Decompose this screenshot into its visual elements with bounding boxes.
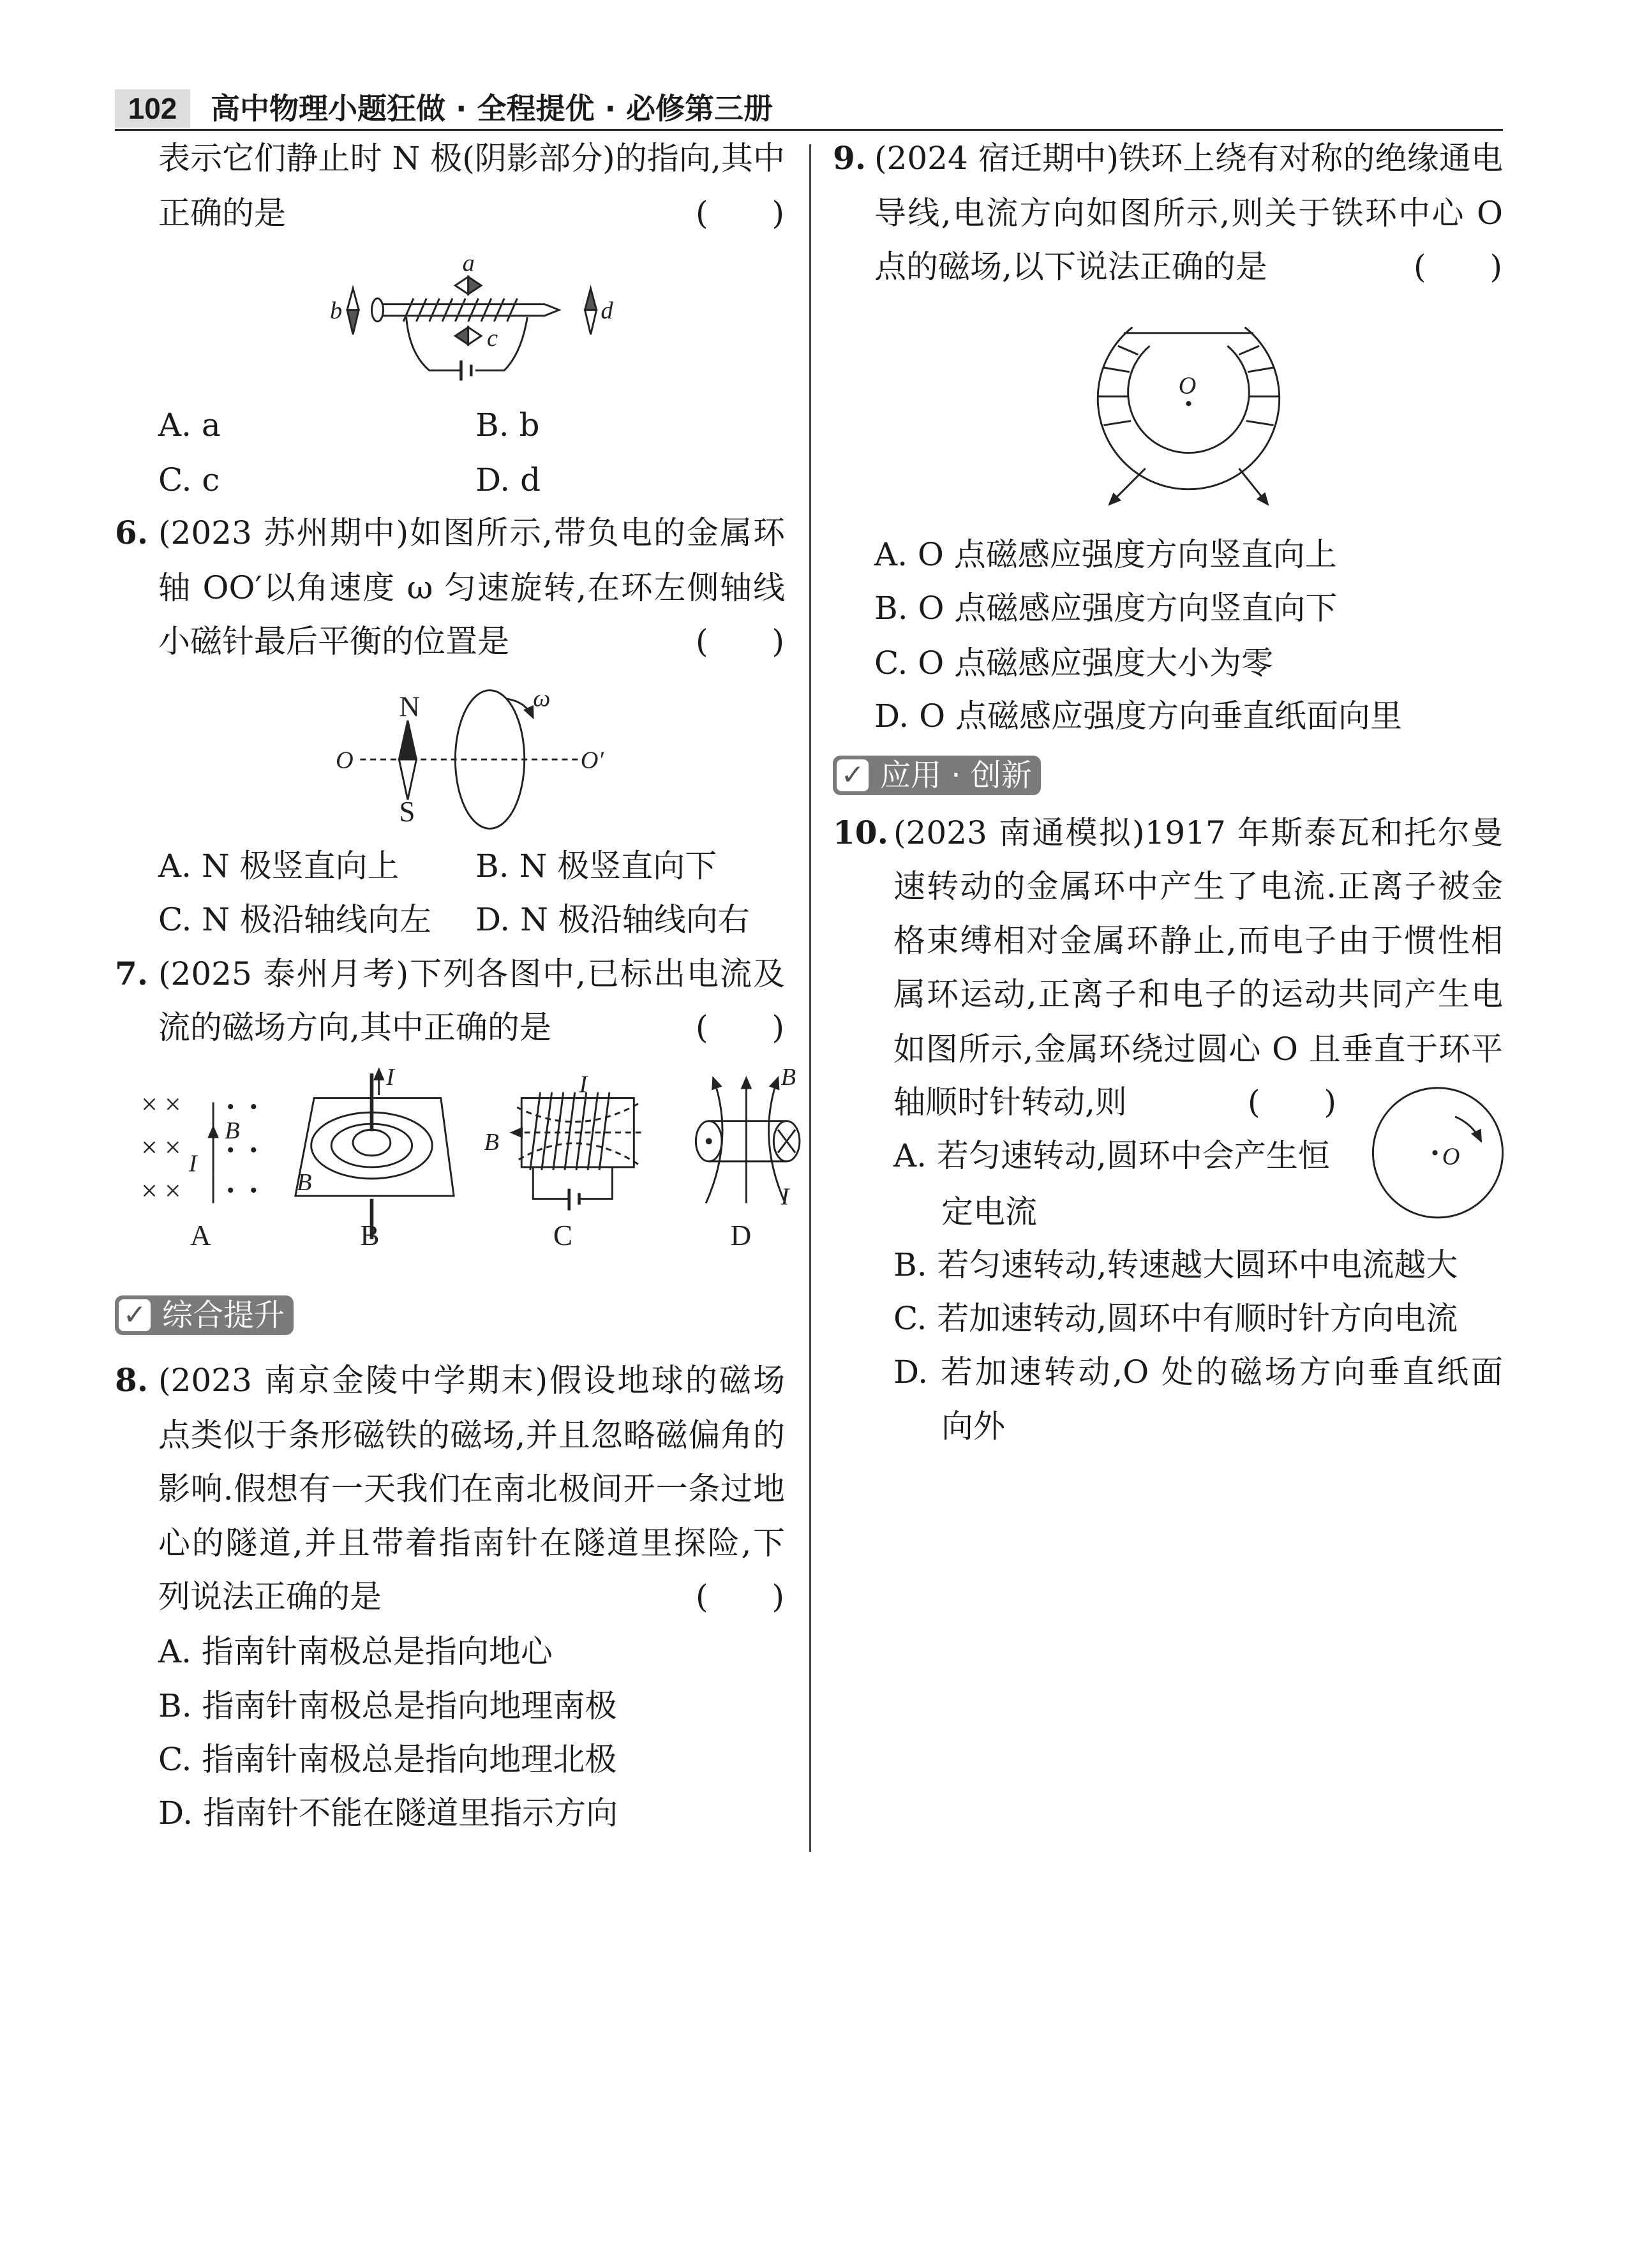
svg-text:× ×: × × <box>141 1131 181 1164</box>
q7-current-out-dot <box>706 1138 712 1144</box>
check-icon: ✓ <box>119 1299 151 1331</box>
label-omega: ω <box>533 685 551 712</box>
answer-bracket: ( ) <box>1414 248 1503 285</box>
q10-center-dot <box>1432 1150 1437 1155</box>
label-c: c <box>487 325 498 352</box>
question-text: (2023 南通模拟)1917 年斯泰瓦和托尔曼 <box>893 814 1503 851</box>
q9-center-dot <box>1186 401 1191 406</box>
option-c: C. 若加速转动,圆环中有顺时针方向电流 <box>893 1300 1458 1337</box>
label-n: N <box>399 690 420 723</box>
question-number: 10. <box>833 814 888 851</box>
q5-nail-solenoid-figure <box>347 277 597 381</box>
option-b: B. 若匀速转动,转速越大圆环中电流越大 <box>893 1246 1458 1283</box>
question-text: 心的隧道,并且带着指南针在隧道里探险,下 <box>158 1525 785 1562</box>
option-d: D. 若加速转动,O 处的磁场方向垂直纸面 <box>893 1354 1503 1391</box>
label-current: I <box>386 1064 394 1091</box>
figure-label-b: B <box>360 1219 380 1251</box>
q7-figure-b <box>295 1069 454 1239</box>
figure-label-d: D <box>730 1219 752 1251</box>
question-number: 8. <box>115 1361 149 1399</box>
option-b: B. b <box>475 407 540 444</box>
q10-ring-figure <box>1373 1088 1502 1218</box>
option-d: D. N 极沿轴线向右 <box>475 901 750 938</box>
label-s: S <box>399 796 415 828</box>
question-text: 如图所示,金属环绕过圆心 O 且垂直于环平 <box>893 1031 1503 1068</box>
svg-text:× ×: × × <box>141 1174 181 1207</box>
option-a-cont: 定电流 <box>941 1193 1037 1230</box>
option-d-cont: 向外 <box>941 1408 1005 1445</box>
section-title: 应用 · 创新 <box>880 757 1032 793</box>
option-d: D. d <box>475 461 541 498</box>
option-a: A. a <box>158 407 221 444</box>
section-title: 综合提升 <box>162 1297 285 1333</box>
question-text: 轴顺时针转动,则 <box>893 1084 1127 1121</box>
option-b: B. N 极竖直向下 <box>475 847 717 884</box>
label-o-prime: O′ <box>580 747 604 774</box>
question-number: 7. <box>115 955 149 992</box>
label-a: a <box>462 250 475 277</box>
option-c: C. 指南针南极总是指向地理北极 <box>158 1741 617 1778</box>
question-text: (2025 泰州月考)下列各图中,已标出电流及 <box>158 955 785 992</box>
option-a: A. N 极竖直向上 <box>158 847 400 884</box>
question-text: 轴 OO′以角速度 ω 匀速旋转,在环左侧轴线 <box>158 569 785 606</box>
option-a: A. O 点磁感应强度方向竖直向上 <box>874 536 1337 573</box>
question-text: (2024 宿迁期中)铁环上绕有对称的绝缘通电 <box>874 140 1503 177</box>
check-icon: ✓ <box>837 759 869 791</box>
answer-bracket: ( ) <box>696 1009 785 1046</box>
label-current: I <box>780 1183 789 1211</box>
svg-text:× ×: × × <box>141 1088 181 1121</box>
option-d: D. 指南针不能在隧道里指示方向 <box>158 1794 618 1832</box>
label-d: d <box>601 297 613 325</box>
option-c: C. O 点磁感应强度大小为零 <box>874 645 1274 682</box>
question-text: 列说法正确的是 <box>158 1578 382 1615</box>
book-title: 高中物理小题狂做 · 全程提优 · 必修第三册 <box>211 91 773 126</box>
option-d: D. O 点磁感应强度方向垂直纸面向里 <box>874 698 1402 735</box>
option-a: A. 若匀速转动,圆环中会产生恒 <box>893 1137 1330 1174</box>
question-text: 点的磁场,以下说法正确的是 <box>874 248 1267 285</box>
label-current: I <box>579 1071 588 1098</box>
question-text: 小磁针最后平衡的位置是 <box>158 623 509 660</box>
figure-label-a: A <box>190 1219 211 1251</box>
question-text: 速转动的金属环中产生了电流.正离子被金 <box>893 868 1503 905</box>
answer-bracket: ( ) <box>696 1578 785 1615</box>
label-o: O <box>336 747 354 774</box>
label-field: B <box>225 1117 240 1144</box>
question-text: (2023 南京金陵中学期末)假设地球的磁场 <box>158 1362 785 1399</box>
label-o: O <box>1178 372 1197 399</box>
question-number: 9. <box>833 139 867 177</box>
question-number: 6. <box>115 514 149 551</box>
option-c: C. N 极沿轴线向左 <box>158 901 431 938</box>
option-c: C. c <box>158 461 220 498</box>
option-b: B. O 点磁感应强度方向竖直向下 <box>874 590 1338 627</box>
question-text: 属环运动,正离子和电子的运动共同产生电 <box>893 976 1503 1013</box>
label-field: B <box>484 1128 499 1156</box>
label-field: B <box>780 1064 796 1091</box>
question-text: 导线,电流方向如图所示,则关于铁环中心 O <box>874 195 1503 232</box>
question-text: 正确的是 <box>158 195 286 232</box>
question-text: 表示它们静止时 N 极(阴影部分)的指向,其中 <box>158 140 785 177</box>
label-o: O <box>1442 1143 1460 1170</box>
question-text: (2023 苏州期中)如图所示,带负电的金属环 <box>158 514 785 551</box>
question-text: 格束缚相对金属环静止,而电子由于惯性相 <box>893 922 1503 959</box>
answer-bracket: ( ) <box>1248 1084 1337 1121</box>
answer-bracket: ( ) <box>696 623 785 660</box>
label-b: b <box>329 297 343 325</box>
option-a: A. 指南针南极总是指向地心 <box>158 1633 553 1670</box>
q7-figure-c <box>511 1093 641 1211</box>
label-current: I <box>188 1150 197 1177</box>
page-number: 102 <box>115 89 190 128</box>
question-text: 流的磁场方向,其中正确的是 <box>158 1009 551 1046</box>
q9-toroid-figure <box>1098 327 1279 505</box>
q7-figure-a-field-marks <box>141 1088 256 1206</box>
figure-label-c: C <box>553 1219 572 1251</box>
question-text: 点类似于条形磁铁的磁场,并且忽略磁偏角的 <box>158 1417 785 1454</box>
label-field: B <box>297 1169 312 1197</box>
question-text: 影响.假想有一天我们在南北极间开一条过地 <box>158 1470 785 1507</box>
answer-bracket: ( ) <box>696 195 785 232</box>
option-b: B. 指南针南极总是指向地理南极 <box>158 1687 617 1724</box>
